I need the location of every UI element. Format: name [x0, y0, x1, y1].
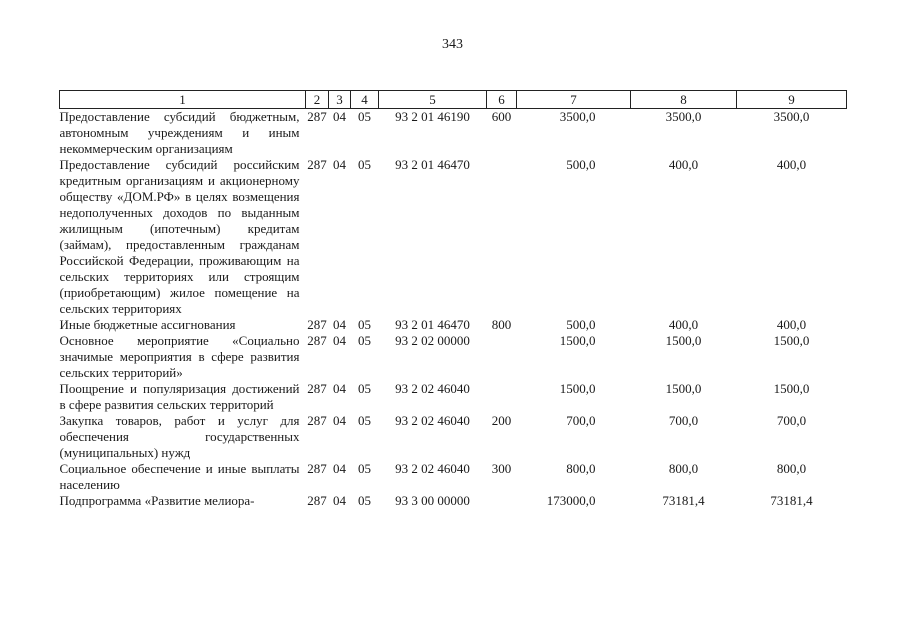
- row-ministry-code: 287: [307, 109, 327, 124]
- row-amount-col8: 800,0: [668, 461, 699, 476]
- row-amount-col8: 700,0: [668, 413, 699, 428]
- row-amount-col9: 400,0: [776, 157, 807, 172]
- row-subsection: 05: [358, 381, 371, 396]
- header-col-3: 3: [329, 91, 351, 109]
- row-amount-col7: 1500,0: [559, 381, 596, 396]
- row-amount-col8: 400,0: [668, 157, 699, 172]
- row-subsection: 05: [358, 461, 371, 476]
- header-col-4: 4: [351, 91, 379, 109]
- page-number: 343: [442, 37, 463, 52]
- row-amount-col9: 800,0: [776, 461, 807, 476]
- header-col-5: 5: [379, 91, 487, 109]
- row-target-article: 93 2 02 46040: [395, 413, 470, 428]
- row-expense-type: 200: [491, 413, 512, 428]
- row-amount-col8: 400,0: [668, 317, 699, 332]
- header-col-1: 1: [60, 91, 306, 109]
- row-amount-col7: 700,0: [566, 413, 596, 428]
- row-section: 04: [333, 413, 346, 428]
- row-ministry-code: 287: [307, 413, 327, 428]
- row-name: Поощрение и популяризация достижений в сфере развития сельских территорий: [59, 381, 300, 412]
- row-ministry-code: 287: [307, 381, 327, 396]
- table-row: [60, 413, 847, 461]
- row-amount-col7: 800,0: [566, 461, 596, 476]
- table-row: [60, 461, 847, 493]
- row-amount-col7: 500,0: [566, 157, 596, 172]
- row-amount-col9: 73181,4: [770, 493, 813, 508]
- row-target-article: 93 3 00 00000: [395, 493, 470, 508]
- row-expense-type: 600: [491, 109, 512, 124]
- table-header-row: [60, 91, 847, 109]
- row-expense-type: 800: [491, 317, 512, 332]
- table-row: [60, 109, 847, 158]
- table-row: [60, 317, 847, 333]
- row-section: 04: [333, 461, 346, 476]
- header-col-2: 2: [306, 91, 329, 109]
- row-amount-col7: 173000,0: [546, 493, 596, 508]
- row-expense-type: [487, 493, 517, 509]
- row-amount-col8: 1500,0: [665, 381, 702, 396]
- row-target-article: 93 2 02 00000: [395, 333, 470, 348]
- row-subsection: 05: [358, 493, 371, 508]
- table-row: [60, 493, 847, 509]
- row-subsection: 05: [358, 333, 371, 348]
- row-amount-col8: 3500,0: [665, 109, 702, 124]
- row-amount-col8: 73181,4: [662, 493, 705, 508]
- row-ministry-code: 287: [307, 157, 327, 172]
- row-ministry-code: 287: [307, 493, 327, 508]
- header-col-6: 6: [487, 91, 517, 109]
- table-row: [60, 381, 847, 413]
- header-col-9: 9: [737, 91, 847, 109]
- row-name: Подпрограмма «Развитие мелиора-: [59, 493, 255, 508]
- row-expense-type: 300: [491, 461, 512, 476]
- row-name: Социальное обеспечение и иные выплаты населению: [59, 461, 300, 492]
- row-amount-col9: 400,0: [776, 317, 807, 332]
- row-expense-type: [487, 157, 517, 317]
- row-target-article: 93 2 02 46040: [395, 381, 470, 396]
- row-amount-col9: 1500,0: [773, 381, 810, 396]
- row-target-article: 93 2 01 46190: [395, 109, 470, 124]
- budget-table: [59, 90, 847, 509]
- row-amount-col7: 3500,0: [559, 109, 596, 124]
- row-section: 04: [333, 317, 346, 332]
- row-name: Предоставление субсидий бюджетным, автономным учреждениям и иным некоммерческим организациям: [59, 109, 300, 156]
- row-section: 04: [333, 493, 346, 508]
- table-row: [60, 333, 847, 381]
- row-section: 04: [333, 333, 346, 348]
- row-ministry-code: 287: [307, 317, 327, 332]
- row-name: Иные бюджетные ассигнования: [59, 317, 236, 332]
- header-col-7: 7: [517, 91, 631, 109]
- row-amount-col7: 1500,0: [559, 333, 596, 348]
- row-amount-col9: 1500,0: [773, 333, 810, 348]
- row-amount-col9: 3500,0: [773, 109, 810, 124]
- row-name: Предоставление субсидий российским кредитным организациям и акционерному обществу «ДОМ.РФ» в целях возмещения недополученных доходов по выданным жилищным (ипотечным) кредитам (займам), предоставленным гражданам Российской Федерации, проживающим на сельских территориях или строящим (приобретающим) жилое помещение на сельских территориях: [59, 157, 300, 316]
- table-row: [60, 157, 847, 317]
- row-expense-type: [487, 333, 517, 381]
- row-amount-col9: 700,0: [776, 413, 807, 428]
- row-subsection: 05: [358, 413, 371, 428]
- row-subsection: 05: [358, 109, 371, 124]
- row-target-article: 93 2 01 46470: [395, 317, 470, 332]
- row-name: Закупка товаров, работ и услуг для обеспечения государственных (муниципальных) нужд: [59, 413, 300, 460]
- row-ministry-code: 287: [307, 461, 327, 476]
- row-amount-col8: 1500,0: [665, 333, 702, 348]
- row-amount-col7: 500,0: [566, 317, 596, 332]
- header-col-8: 8: [631, 91, 737, 109]
- row-section: 04: [333, 157, 346, 172]
- row-subsection: 05: [358, 157, 371, 172]
- row-name: Основное мероприятие «Социально значимые мероприятия в сфере развития сельских территорий»: [59, 333, 300, 380]
- row-section: 04: [333, 109, 346, 124]
- row-target-article: 93 2 02 46040: [395, 461, 470, 476]
- row-ministry-code: 287: [307, 333, 327, 348]
- row-expense-type: [487, 381, 517, 413]
- row-section: 04: [333, 381, 346, 396]
- row-subsection: 05: [358, 317, 371, 332]
- row-target-article: 93 2 01 46470: [395, 157, 470, 172]
